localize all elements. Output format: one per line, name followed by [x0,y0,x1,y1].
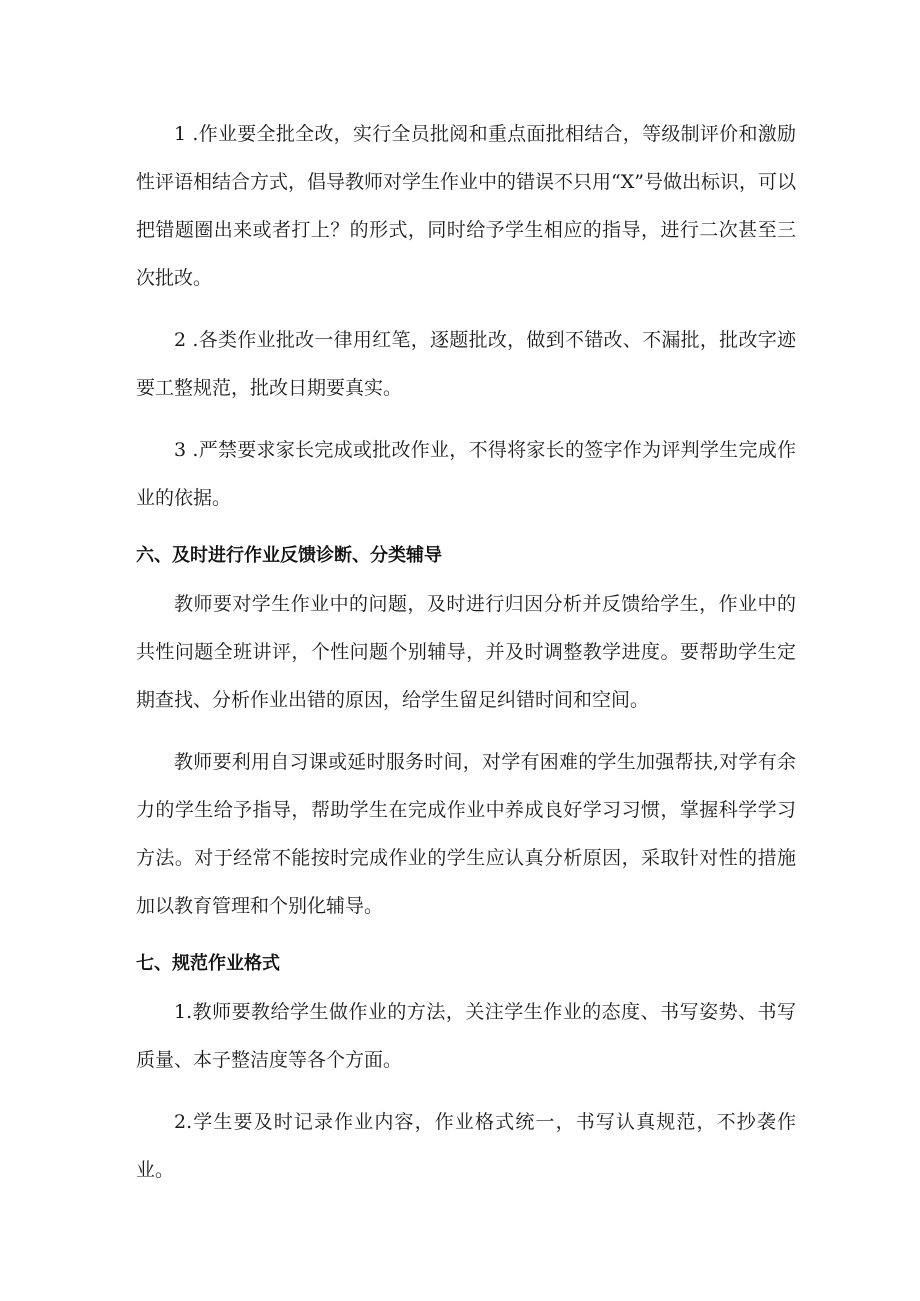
paragraph-grading-2: 2 .各类作业批改一律用红笔，逐题批改，做到不错改、不漏批，批改字迹要工整规范，批改日期要真实。 [136,329,796,399]
paragraph-grading-1: 1 .作业要全批全改，实行全员批阅和重点面批相结合，等级制评价和激励性评语相结合方式，倡导教师对学生作业中的错误不只用“X”号做出标识，可以把错题圈出来或者打上？的形式，同时给予学生相应的指导，进行二次甚至三次批改。 [136,123,796,289]
section-heading-6: 六、及时进行作业反馈诊断、分类辅导 [136,545,442,566]
section-heading-7: 七、规范作业格式 [136,953,280,974]
paragraph-grading-3: 3 .严禁要求家长完成或批改作业，不得将家长的签字作为评判学生完成作业的依据。 [136,439,796,509]
paragraph-feedback-2: 教师要利用自习课或延时服务时间，对学有困难的学生加强帮扶,对学有余力的学生给予指导，帮助学生在完成作业中养成良好学习习惯，掌握科学学习方法。对于经常不能按时完成作业的学生应认真分析原因，采取针对性的措施加以教育管理和个别化辅导。 [136,751,796,917]
paragraph-format-1: 1.教师要教给学生做作业的方法，关注学生作业的态度、书写姿势、书写质量、本子整洁度等各个方面。 [136,1001,796,1071]
paragraph-format-2: 2.学生要及时记录作业内容，作业格式统一，书写认真规范，不抄袭作业。 [136,1111,796,1181]
paragraph-feedback-1: 教师要对学生作业中的问题，及时进行归因分析并反馈给学生，作业中的共性问题全班讲评，个性问题个别辅导，并及时调整教学进度。要帮助学生定期查找、分析作业出错的原因，给学生留足纠错时间和空间。 [136,593,796,711]
document-body [136,110,796,1194]
